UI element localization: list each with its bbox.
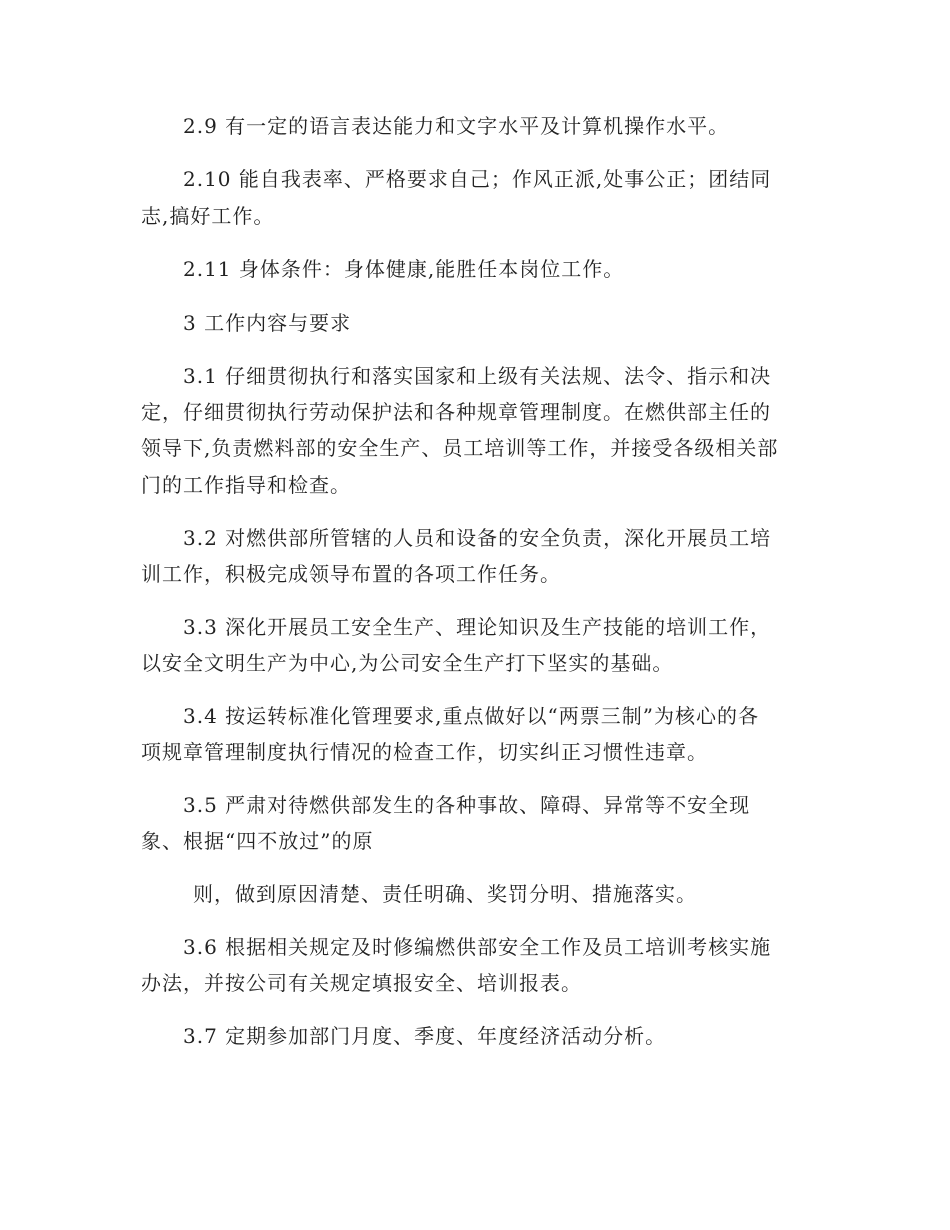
text-line-3-5-cont-1: 象、根据“四不放过”的原 [141, 829, 374, 853]
text-line-2-9: 2.9 有一定的语言表达能力和文字水平及计算机操作水平。 [183, 114, 730, 138]
text-line-3-3-cont: 以安全文明生产为中心,为公司安全生产打下坚实的基础。 [141, 651, 674, 675]
text-line-3-3: 3.3 深化开展员工安全生产、理论知识及生产技能的培训工作， [183, 615, 772, 639]
text-line-3-1: 3.1 仔细贯彻执行和落实国家和上级有关法规、法令、指示和决 [183, 364, 772, 388]
text-line-3-1-cont-1: 定，仔细贯彻执行劳动保护法和各种规章管理制度。在燃供部主任的 [141, 400, 771, 424]
text-line-3-2-cont: 训工作，积极完成领导布置的各项工作任务。 [141, 562, 561, 586]
section-heading-3: 3 工作内容与要求 [183, 311, 352, 335]
text-line-3-6-cont: 办法，并按公司有关规定填报安全、培训报表。 [141, 971, 582, 995]
text-line-3-1-cont-3: 门的工作指导和检查。 [141, 473, 351, 497]
text-line-3-2: 3.2 对燃供部所管辖的人员和设备的安全负责，深化开展员工培 [183, 526, 772, 550]
text-line-3-5: 3.5 严肃对待燃供部发生的各种事故、障碍、异常等不安全现 [183, 793, 751, 817]
text-line-3-7: 3.7 定期参加部门月度、季度、年度经济活动分析。 [183, 1024, 667, 1048]
text-line-2-10-cont: 志,搞好工作。 [141, 204, 275, 228]
text-line-3-6: 3.6 根据相关规定及时修编燃供部安全工作及员工培训考核实施 [183, 935, 772, 959]
text-line-3-4-cont: 项规章管理制度执行情况的检查工作，切实纠正习惯性违章。 [141, 740, 708, 764]
text-line-3-5-cont-2: 则，做到原因清楚、责任明确、奖罚分明、措施落实。 [193, 882, 697, 906]
text-line-2-11: 2.11 身体条件：身体健康,能胜任本岗位工作。 [183, 257, 625, 281]
text-line-3-4: 3.4 按运转标准化管理要求,重点做好以“两票三制”为核心的各 [183, 704, 759, 728]
text-line-2-10: 2.10 能自我表率、严格要求自己；作风正派,处事公正；团结同 [183, 167, 772, 191]
text-line-3-1-cont-2: 领导下,负责燃料部的安全生产、员工培训等工作，并接受各级相关部 [141, 436, 779, 460]
